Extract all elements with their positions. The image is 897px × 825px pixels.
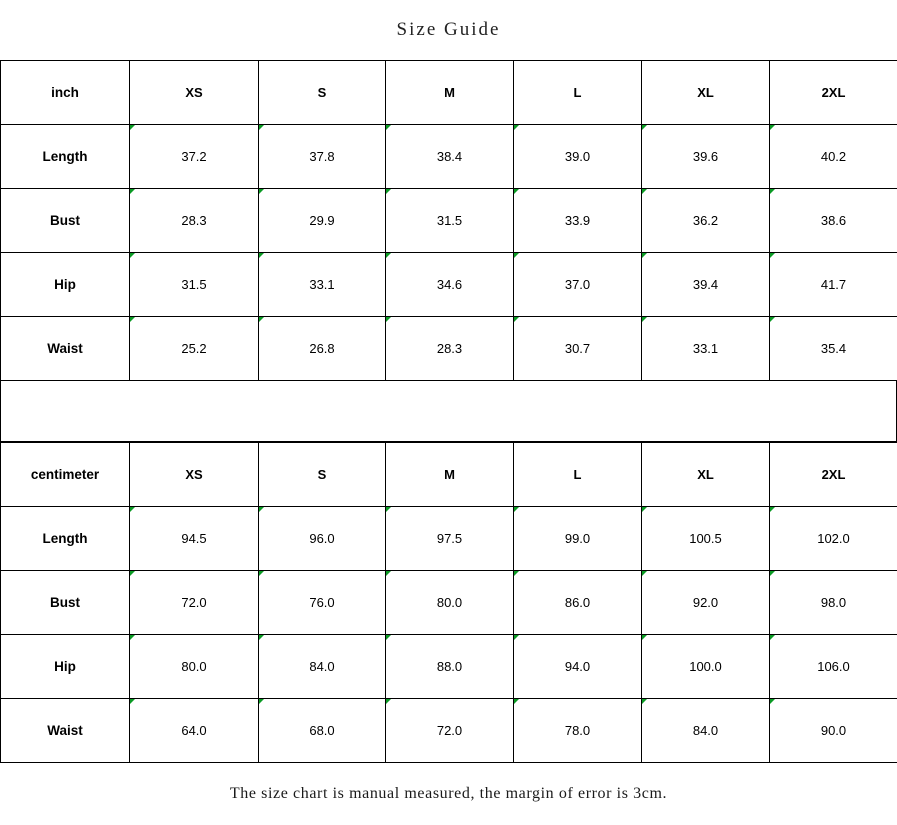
cell-value: 39.0 <box>514 125 642 189</box>
cell-value: 30.7 <box>514 317 642 381</box>
row-label-hip: Hip <box>1 253 130 317</box>
cell-value: 84.0 <box>259 635 386 699</box>
cell-value: 28.3 <box>130 189 259 253</box>
cell-value: 25.2 <box>130 317 259 381</box>
cell-value: 28.3 <box>386 317 514 381</box>
cell-value: 106.0 <box>770 635 897 699</box>
cell-value: 100.0 <box>642 635 770 699</box>
column-header-2xl: 2XL <box>770 61 897 125</box>
table-row <box>1 125 897 189</box>
column-header-l: L <box>514 61 642 125</box>
table-row <box>1 189 897 253</box>
column-header-xl: XL <box>642 443 770 507</box>
row-label-hip: Hip <box>1 635 130 699</box>
cell-value: 78.0 <box>514 699 642 763</box>
cell-value: 102.0 <box>770 507 897 571</box>
inch-size-table <box>0 60 897 381</box>
cell-value: 33.1 <box>259 253 386 317</box>
cell-value: 97.5 <box>386 507 514 571</box>
cell-value: 64.0 <box>130 699 259 763</box>
page-title: Size Guide <box>0 0 897 60</box>
row-label-waist: Waist <box>1 699 130 763</box>
cell-value: 31.5 <box>130 253 259 317</box>
cell-value: 35.4 <box>770 317 897 381</box>
centimeter-size-table <box>0 442 897 763</box>
column-header-2xl: 2XL <box>770 443 897 507</box>
cell-value: 31.5 <box>386 189 514 253</box>
column-header-s: S <box>259 443 386 507</box>
cell-value: 38.6 <box>770 189 897 253</box>
cell-value: 76.0 <box>259 571 386 635</box>
cell-value: 39.6 <box>642 125 770 189</box>
unit-label-centimeter: centimeter <box>1 443 130 507</box>
cell-value: 33.1 <box>642 317 770 381</box>
cell-value: 80.0 <box>130 635 259 699</box>
cell-value: 37.2 <box>130 125 259 189</box>
row-label-length: Length <box>1 125 130 189</box>
table-row <box>1 253 897 317</box>
table-header-row <box>1 443 897 507</box>
table-row <box>1 699 897 763</box>
unit-label-inch: inch <box>1 61 130 125</box>
row-label-bust: Bust <box>1 189 130 253</box>
cell-value: 100.5 <box>642 507 770 571</box>
column-header-s: S <box>259 61 386 125</box>
cell-value: 88.0 <box>386 635 514 699</box>
cell-value: 92.0 <box>642 571 770 635</box>
cell-value: 68.0 <box>259 699 386 763</box>
cell-value: 72.0 <box>130 571 259 635</box>
measurement-disclaimer: The size chart is manual measured, the margin of error is 3cm. <box>0 763 897 825</box>
cell-value: 40.2 <box>770 125 897 189</box>
cell-value: 96.0 <box>259 507 386 571</box>
table-row <box>1 317 897 381</box>
column-header-xs: XS <box>130 61 259 125</box>
cell-value: 37.8 <box>259 125 386 189</box>
cell-value: 39.4 <box>642 253 770 317</box>
column-header-m: M <box>386 61 514 125</box>
cell-value: 38.4 <box>386 125 514 189</box>
table-row <box>1 635 897 699</box>
cell-value: 94.5 <box>130 507 259 571</box>
table-row <box>1 507 897 571</box>
cell-value: 84.0 <box>642 699 770 763</box>
cell-value: 36.2 <box>642 189 770 253</box>
row-label-bust: Bust <box>1 571 130 635</box>
cell-value: 94.0 <box>514 635 642 699</box>
centimeter-table-wrapper <box>0 442 897 763</box>
inch-table-wrapper <box>0 60 897 381</box>
cell-value: 34.6 <box>386 253 514 317</box>
cell-value: 98.0 <box>770 571 897 635</box>
row-label-length: Length <box>1 507 130 571</box>
cell-value: 26.8 <box>259 317 386 381</box>
table-header-row <box>1 61 897 125</box>
column-header-xs: XS <box>130 443 259 507</box>
table-row <box>1 571 897 635</box>
cell-value: 90.0 <box>770 699 897 763</box>
table-separator-band <box>0 381 897 442</box>
column-header-xl: XL <box>642 61 770 125</box>
row-label-waist: Waist <box>1 317 130 381</box>
column-header-m: M <box>386 443 514 507</box>
cell-value: 99.0 <box>514 507 642 571</box>
cell-value: 86.0 <box>514 571 642 635</box>
cell-value: 72.0 <box>386 699 514 763</box>
cell-value: 80.0 <box>386 571 514 635</box>
cell-value: 37.0 <box>514 253 642 317</box>
cell-value: 33.9 <box>514 189 642 253</box>
cell-value: 41.7 <box>770 253 897 317</box>
cell-value: 29.9 <box>259 189 386 253</box>
column-header-l: L <box>514 443 642 507</box>
